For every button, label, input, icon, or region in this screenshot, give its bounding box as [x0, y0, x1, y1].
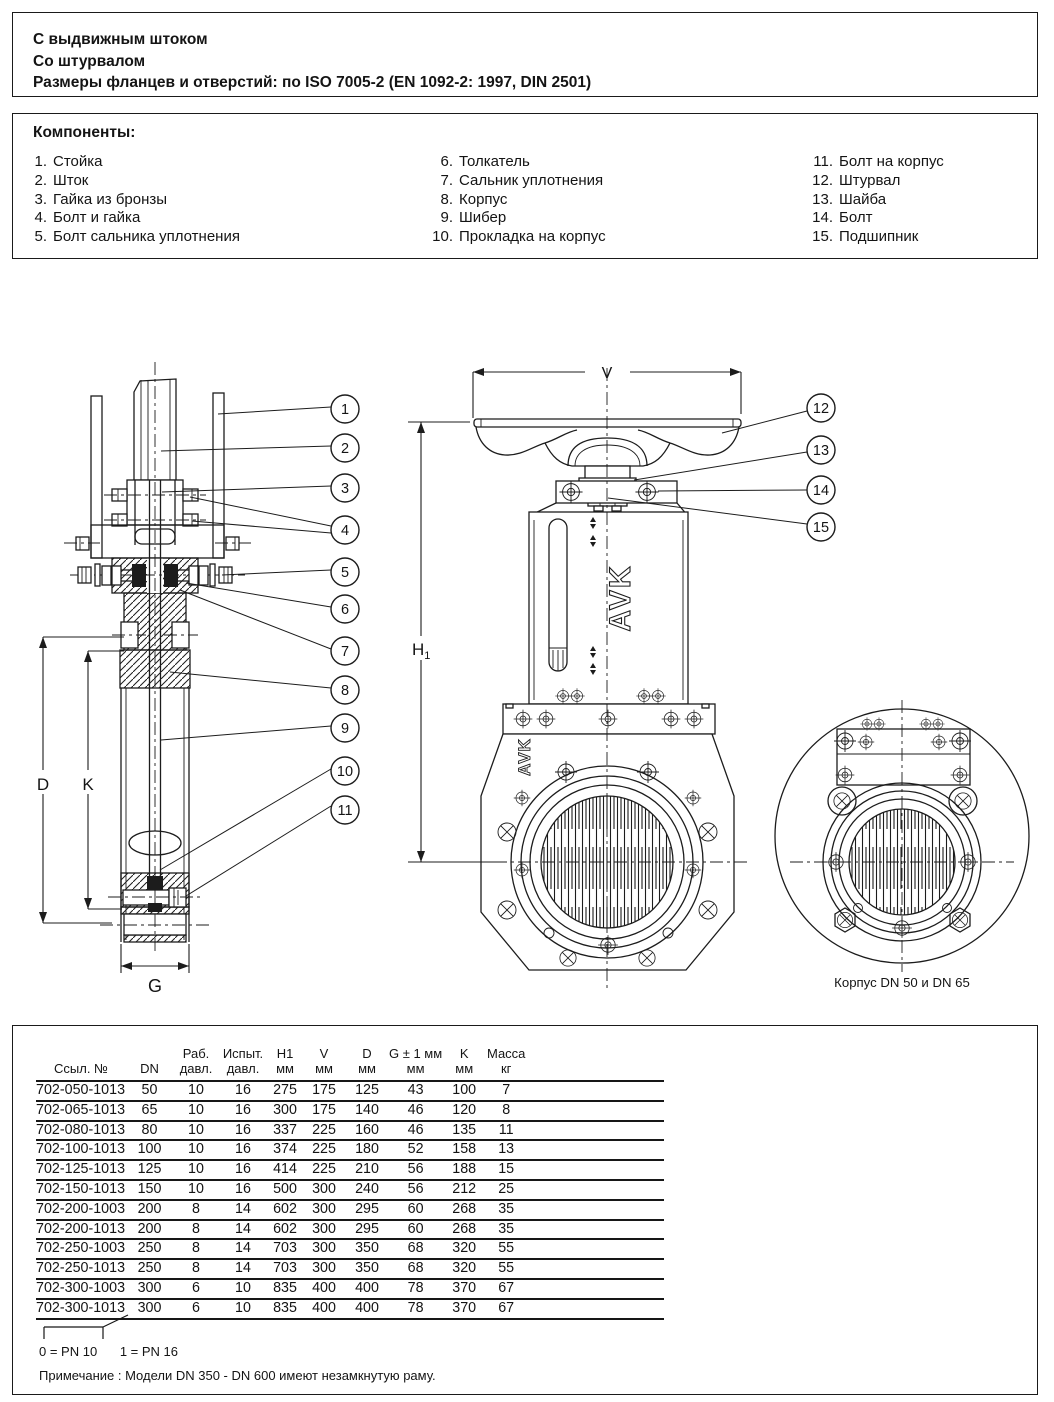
components-column-3 [803, 153, 944, 247]
table-cell [526, 1200, 664, 1220]
table-cell: 835 [267, 1279, 303, 1299]
table-cell: 400 [303, 1279, 345, 1299]
table-row [36, 1299, 664, 1319]
table-cell: 188 [442, 1160, 486, 1180]
table-cell: 200 [126, 1200, 173, 1220]
table-cell: 16 [219, 1160, 267, 1180]
table-cell [526, 1101, 664, 1121]
pn-legend-10: 0 = PN 10 [39, 1344, 98, 1359]
component-item [803, 209, 944, 228]
component-label: Болт сальника уплотнения [53, 228, 240, 246]
table-cell: 225 [303, 1140, 345, 1160]
table-cell: 250 [126, 1259, 173, 1279]
table-cell: 400 [345, 1299, 389, 1319]
table-cell: 268 [442, 1200, 486, 1220]
table-cell: 55 [486, 1259, 526, 1279]
avk-logo-small: AVK [515, 738, 534, 776]
table-box [12, 1025, 1038, 1395]
body-view-caption: Корпус DN 50 и DN 65 [834, 975, 970, 990]
table-cell: 175 [303, 1101, 345, 1121]
component-item [31, 228, 240, 247]
table-cell: 160 [345, 1121, 389, 1141]
svg-text:12: 12 [812, 401, 830, 417]
table-cell: 295 [345, 1220, 389, 1240]
table-cell: 350 [345, 1239, 389, 1259]
component-number: 10. [432, 228, 453, 246]
svg-text:10: 10 [336, 764, 354, 780]
svg-text:15: 15 [812, 520, 830, 536]
component-number: 7. [440, 171, 453, 189]
header-line-2: Со штурвалом [33, 52, 146, 70]
table-row [36, 1081, 664, 1101]
table-cell [526, 1259, 664, 1279]
component-item [803, 172, 944, 191]
section-view [32, 362, 331, 996]
callout-1 [331, 395, 359, 423]
table-cell: 6 [173, 1299, 219, 1319]
table-cell: 8 [173, 1200, 219, 1220]
callout-6 [331, 595, 359, 623]
table-cell: 10 [219, 1279, 267, 1299]
component-number: 13. [812, 190, 833, 208]
column-header: H1 мм [276, 1046, 294, 1076]
component-item [803, 191, 944, 210]
component-number: 11. [813, 153, 833, 170]
table-header-row [36, 1038, 664, 1081]
component-label: Подшипник [839, 228, 919, 246]
table-cell: 150 [126, 1180, 173, 1200]
table-cell: 10 [219, 1299, 267, 1319]
table-cell [526, 1081, 664, 1101]
table-cell: 702-300-1013 [36, 1299, 126, 1319]
table-cell: 602 [267, 1220, 303, 1240]
header-box [12, 12, 1038, 97]
table-cell: 210 [345, 1160, 389, 1180]
table-cell: 8 [173, 1259, 219, 1279]
table-cell: 10 [173, 1140, 219, 1160]
component-item [31, 209, 240, 228]
svg-text:5: 5 [340, 565, 350, 581]
table-cell: 14 [219, 1259, 267, 1279]
column-header: D мм [358, 1046, 376, 1076]
callout-4 [331, 516, 359, 544]
table-cell: 7 [486, 1081, 526, 1101]
table-cell: 25 [486, 1180, 526, 1200]
table-cell: 125 [126, 1160, 173, 1180]
table-cell: 414 [267, 1160, 303, 1180]
table-cell: 200 [126, 1220, 173, 1240]
svg-text:6: 6 [340, 602, 350, 618]
callout-2 [331, 434, 359, 462]
table-row [36, 1239, 664, 1259]
table-cell: 702-250-1013 [36, 1259, 126, 1279]
table-cell: 702-250-1003 [36, 1239, 126, 1259]
column-header: K мм [455, 1046, 474, 1076]
table-cell: 60 [389, 1220, 442, 1240]
table-cell: 56 [389, 1180, 442, 1200]
component-number: 2. [34, 171, 47, 189]
table-cell: 703 [267, 1239, 303, 1259]
technical-drawings [0, 280, 1054, 1010]
pn-legend [39, 1344, 178, 1359]
dim-label-d: D [36, 775, 50, 794]
table-cell: 55 [486, 1239, 526, 1259]
table-cell: 158 [442, 1140, 486, 1160]
components-column-1 [31, 153, 240, 247]
component-label: Прокладка на корпус [459, 228, 606, 246]
table-row [36, 1101, 664, 1121]
column-header: V мм [315, 1046, 333, 1076]
table-cell: 300 [303, 1180, 345, 1200]
header-line-3: Размеры фланцев и отверстий: по ISO 7005-2 (EN 1092-2: 1997, DIN 2501) [33, 74, 592, 91]
table-cell: 120 [442, 1101, 486, 1121]
table-cell: 10 [173, 1081, 219, 1101]
table-row [36, 1220, 664, 1240]
table-cell: 6 [173, 1279, 219, 1299]
table-row [36, 1121, 664, 1141]
component-label: Толкатель [459, 153, 530, 170]
svg-text:11: 11 [337, 803, 353, 819]
table-row [36, 1200, 664, 1220]
header-line-1: С выдвижным штоком [33, 31, 208, 48]
component-item [31, 172, 240, 191]
table-row [36, 1160, 664, 1180]
svg-text:14: 14 [812, 483, 830, 499]
dim-label-h1: $H_1$ [412, 640, 431, 662]
column-header: Раб. давл. [179, 1046, 213, 1076]
table-cell: 268 [442, 1220, 486, 1240]
table-cell: 8 [173, 1220, 219, 1240]
table-cell: 100 [126, 1140, 173, 1160]
table-cell: 16 [219, 1180, 267, 1200]
table-cell: 300 [126, 1299, 173, 1319]
body-view [775, 700, 1029, 990]
callout-15 [807, 513, 835, 541]
component-label: Гайка из бронзы [53, 190, 168, 208]
front-view [405, 365, 807, 990]
component-number: 14. [812, 209, 833, 227]
component-label: Стойка [53, 153, 103, 170]
table-cell: 702-080-1013 [36, 1121, 126, 1141]
table-cell [526, 1160, 664, 1180]
table-cell: 68 [389, 1259, 442, 1279]
table-cell: 67 [486, 1279, 526, 1299]
table-cell: 16 [219, 1140, 267, 1160]
table-cell: 16 [219, 1121, 267, 1141]
components-column-2 [423, 153, 606, 247]
table-cell: 15 [486, 1160, 526, 1180]
dimensions-table [36, 1038, 664, 1320]
component-label: Шток [53, 171, 89, 189]
table-cell: 8 [486, 1101, 526, 1121]
column-header: G ± 1 мм мм [389, 1046, 443, 1076]
table-cell: 300 [303, 1200, 345, 1220]
components-box [12, 113, 1038, 259]
callout-14 [807, 476, 835, 504]
svg-text:9: 9 [340, 721, 350, 737]
svg-text:8: 8 [340, 683, 350, 699]
table-row [36, 1180, 664, 1200]
table-cell: 300 [267, 1101, 303, 1121]
component-number: 9. [440, 209, 453, 227]
table-cell: 400 [345, 1279, 389, 1299]
component-number: 6. [440, 153, 453, 170]
table-cell: 320 [442, 1239, 486, 1259]
table-cell: 175 [303, 1081, 345, 1101]
table-row [36, 1259, 664, 1279]
component-number: 4. [34, 209, 47, 227]
component-number: 12. [812, 171, 833, 189]
component-label: Шибер [459, 209, 507, 227]
table-cell: 225 [303, 1160, 345, 1180]
callout-5 [331, 558, 359, 586]
table-cell: 13 [486, 1140, 526, 1160]
table-cell: 337 [267, 1121, 303, 1141]
table-cell: 370 [442, 1279, 486, 1299]
callout-7 [331, 637, 359, 665]
component-label: Болт [839, 209, 873, 227]
component-item [423, 191, 606, 210]
table-cell: 140 [345, 1101, 389, 1121]
table-cell [526, 1140, 664, 1160]
table-cell: 835 [267, 1299, 303, 1319]
svg-text:1: 1 [340, 402, 350, 418]
table-cell: 8 [173, 1239, 219, 1259]
table-cell: 702-200-1013 [36, 1220, 126, 1240]
table-cell: 125 [345, 1081, 389, 1101]
table-cell [526, 1299, 664, 1319]
table-cell: 100 [442, 1081, 486, 1101]
table-cell: 78 [389, 1299, 442, 1319]
callout-8 [331, 676, 359, 704]
table-cell: 80 [126, 1121, 173, 1141]
table-cell: 14 [219, 1220, 267, 1240]
table-cell: 702-065-1013 [36, 1101, 126, 1121]
table-cell: 52 [389, 1140, 442, 1160]
column-header: Испыт. давл. [222, 1046, 264, 1076]
table-cell: 10 [173, 1180, 219, 1200]
callout-10 [331, 757, 359, 785]
table-cell: 702-125-1013 [36, 1160, 126, 1180]
component-label: Болт и гайка [53, 209, 141, 227]
table-cell: 16 [219, 1081, 267, 1101]
table-cell: 702-100-1013 [36, 1140, 126, 1160]
table-cell: 16 [219, 1101, 267, 1121]
table-row [36, 1140, 664, 1160]
table-cell: 602 [267, 1200, 303, 1220]
component-item [31, 191, 240, 210]
column-header: Ссыл. № [54, 1060, 108, 1076]
table-cell: 300 [126, 1279, 173, 1299]
table-cell: 370 [442, 1299, 486, 1319]
svg-text:7: 7 [340, 644, 350, 660]
component-label: Сальник уплотнения [459, 171, 604, 189]
svg-text:3: 3 [340, 481, 350, 497]
table-cell: 46 [389, 1101, 442, 1121]
component-item [423, 153, 606, 172]
note-text: Примечание : Модели DN 350 - DN 600 имеют незамкнутую раму. [39, 1368, 436, 1383]
dim-label-v: V [601, 365, 613, 382]
table-cell: 300 [303, 1239, 345, 1259]
table-cell: 300 [303, 1259, 345, 1279]
table-cell: 35 [486, 1200, 526, 1220]
callout-11 [331, 796, 359, 824]
table-cell: 56 [389, 1160, 442, 1180]
table-cell: 702-300-1003 [36, 1279, 126, 1299]
table-cell: 65 [126, 1101, 173, 1121]
component-label: Шайба [839, 190, 887, 208]
dim-label-k: K [82, 775, 94, 794]
component-item [423, 209, 606, 228]
table-cell: 702-050-1013 [36, 1081, 126, 1101]
table-cell: 702-150-1013 [36, 1180, 126, 1200]
component-item [423, 228, 606, 247]
table-cell: 10 [173, 1101, 219, 1121]
table-cell: 250 [126, 1239, 173, 1259]
dim-label-g: G [147, 976, 163, 996]
callout-13 [807, 436, 835, 464]
table-cell: 78 [389, 1279, 442, 1299]
component-number: 1. [34, 153, 47, 170]
table-cell: 225 [303, 1121, 345, 1141]
table-cell: 275 [267, 1081, 303, 1101]
table-cell: 212 [442, 1180, 486, 1200]
table-row [36, 1279, 664, 1299]
component-label: Болт на корпус [839, 153, 944, 170]
svg-text:13: 13 [812, 443, 830, 459]
table-cell: 374 [267, 1140, 303, 1160]
avk-logo: AVK [604, 564, 637, 632]
component-number: 8. [440, 190, 453, 208]
column-header [526, 1038, 664, 1081]
table-cell: 43 [389, 1081, 442, 1101]
column-header: Масса кг [486, 1046, 526, 1076]
callout-12 [807, 394, 835, 422]
table-cell: 68 [389, 1239, 442, 1259]
table-cell: 35 [486, 1220, 526, 1240]
callout-9 [331, 714, 359, 742]
table-cell: 11 [486, 1121, 526, 1141]
table-cell: 500 [267, 1180, 303, 1200]
table-cell: 10 [173, 1160, 219, 1180]
table-cell: 180 [345, 1140, 389, 1160]
svg-text:4: 4 [340, 523, 350, 539]
table-cell [526, 1239, 664, 1259]
component-label: Корпус [459, 190, 508, 208]
table-cell: 702-200-1003 [36, 1200, 126, 1220]
table-cell [526, 1279, 664, 1299]
callout-3 [331, 474, 359, 502]
table-cell: 46 [389, 1121, 442, 1141]
table-cell [526, 1180, 664, 1200]
component-number: 3. [34, 190, 47, 208]
table-cell: 67 [486, 1299, 526, 1319]
table-cell: 240 [345, 1180, 389, 1200]
component-label: Штурвал [839, 171, 901, 189]
table-cell: 400 [303, 1299, 345, 1319]
table-cell [526, 1121, 664, 1141]
table-cell: 320 [442, 1259, 486, 1279]
table-cell: 50 [126, 1081, 173, 1101]
pn-legend-16: 1 = PN 16 [119, 1344, 178, 1359]
component-item [31, 153, 240, 172]
component-item [803, 153, 944, 172]
table-cell: 10 [173, 1121, 219, 1141]
component-number: 15. [812, 228, 833, 246]
components-title: Компоненты: [33, 124, 136, 141]
table-cell: 135 [442, 1121, 486, 1141]
svg-text:2: 2 [340, 441, 350, 457]
table-cell [526, 1220, 664, 1240]
column-header: DN [140, 1060, 159, 1076]
table-cell: 60 [389, 1200, 442, 1220]
table-cell: 300 [303, 1220, 345, 1240]
table-cell: 14 [219, 1200, 267, 1220]
component-number: 5. [34, 228, 47, 246]
table-cell: 14 [219, 1239, 267, 1259]
table-cell: 350 [345, 1259, 389, 1279]
component-item [803, 228, 944, 247]
table-cell: 703 [267, 1259, 303, 1279]
table-cell: 295 [345, 1200, 389, 1220]
component-item [423, 172, 606, 191]
